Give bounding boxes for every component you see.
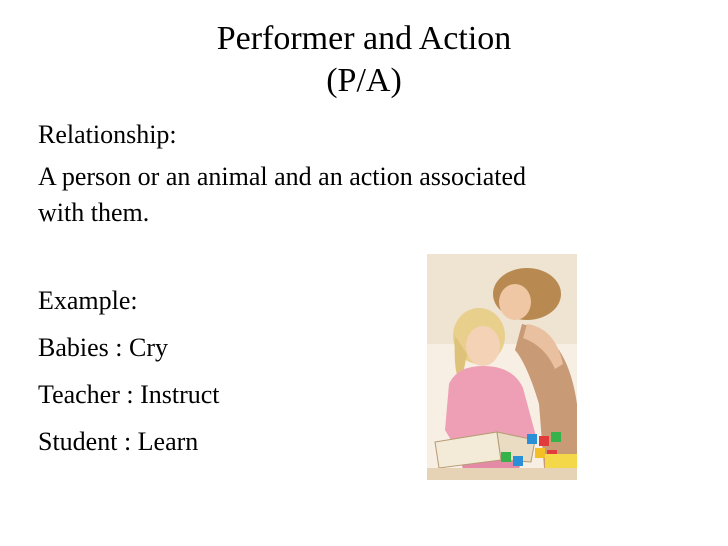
title-line-2: (P/A) [326, 62, 402, 99]
title-line-1: Performer and Action [216, 20, 512, 57]
relationship-heading: Relationship: [38, 120, 177, 149]
example-item: Babies : Cry [38, 333, 168, 362]
definition-line-2: with them. [38, 198, 150, 227]
definition-line-1: A person or an animal and an action associated [38, 162, 527, 191]
example-heading: Example: [38, 286, 138, 315]
teacher-and-child-reading-photo-icon [427, 254, 577, 480]
teacher-child-photo [427, 254, 577, 480]
example-item: Student : Learn [38, 427, 199, 456]
example-item: Teacher : Instruct [38, 380, 220, 409]
slide-body [38, 120, 698, 457]
slide-title [0, 18, 728, 102]
